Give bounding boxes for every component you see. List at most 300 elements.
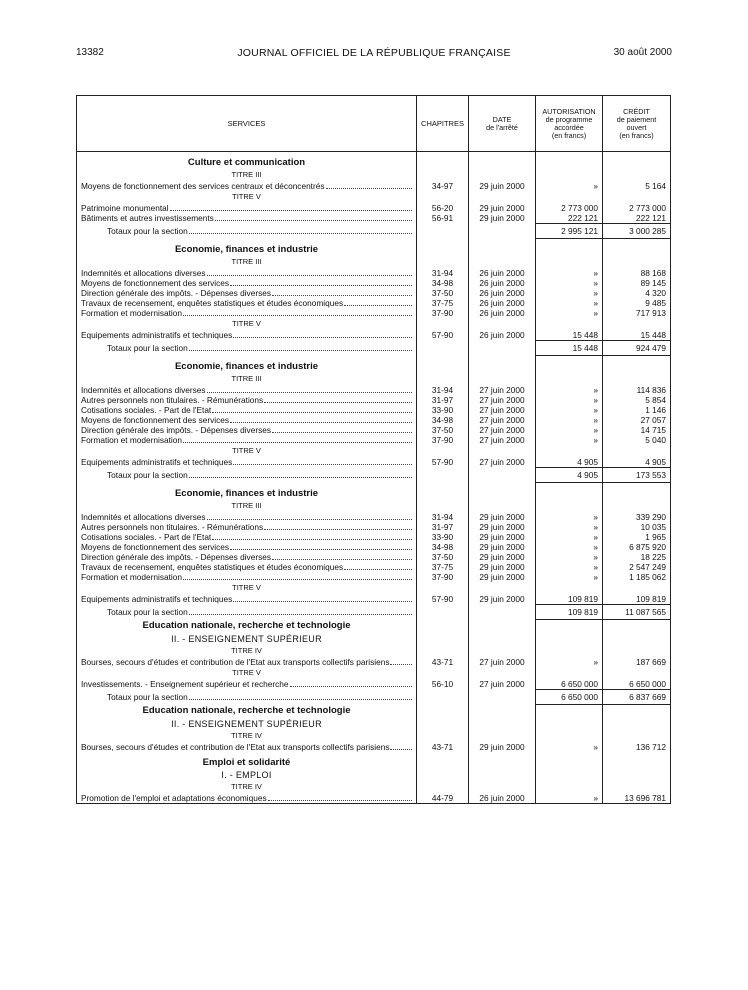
date-cell	[469, 645, 536, 657]
table-row	[77, 415, 671, 425]
chapitre-cell	[417, 224, 469, 239]
total-row	[77, 468, 671, 483]
services-cell	[77, 181, 417, 191]
credit-cell	[603, 445, 671, 457]
credit-cell: 187 669	[603, 657, 671, 667]
dot-leader	[189, 471, 412, 478]
dot-leader	[207, 269, 412, 276]
services-cell	[77, 572, 417, 582]
page-number: 13382	[76, 47, 104, 58]
col-header-date: DATE de l'arrêté	[469, 96, 536, 152]
credit-cell: 10 035	[603, 522, 671, 532]
dot-leader	[326, 182, 412, 189]
date-cell: 27 juin 2000	[469, 679, 536, 690]
services-cell: TITRE V	[77, 191, 417, 203]
table-row	[77, 278, 671, 288]
autorisation-cell	[536, 633, 603, 645]
services-cell	[77, 532, 417, 542]
autorisation-cell: 109 819	[536, 594, 603, 605]
autorisation-cell: »	[536, 657, 603, 667]
table-row	[77, 552, 671, 562]
total-label: Totaux pour la section	[107, 343, 188, 353]
dot-leader	[183, 573, 412, 580]
services-cell	[77, 405, 417, 415]
date-cell	[469, 500, 536, 512]
date-cell: 29 juin 2000	[469, 562, 536, 572]
autorisation-cell: 2 773 000	[536, 203, 603, 213]
date-cell: 26 juin 2000	[469, 298, 536, 308]
credit-cell	[603, 256, 671, 268]
credit-cell: 173 553	[603, 468, 671, 483]
service-label: Formation et modernisation	[81, 435, 182, 445]
date-cell	[469, 781, 536, 793]
services-cell: TITRE III	[77, 373, 417, 385]
date-cell: 27 juin 2000	[469, 457, 536, 468]
titre-row	[77, 318, 671, 330]
services-cell	[77, 385, 417, 395]
section-title-row	[77, 360, 671, 373]
chapitre-cell: 34-97	[417, 181, 469, 191]
chapitre-cell	[417, 605, 469, 620]
date-cell: 29 juin 2000	[469, 213, 536, 224]
chapitre-cell	[417, 620, 469, 634]
services-cell: II. - ENSEIGNEMENT SUPÉRIEUR	[77, 718, 417, 730]
chapitre-cell: 37-50	[417, 288, 469, 298]
service-label: Direction générale des impôts. - Dépenses diverses	[81, 552, 271, 562]
service-label: Travaux de recensement, enquêtes statistiques et études économiques	[81, 562, 344, 572]
date-cell: 26 juin 2000	[469, 268, 536, 278]
table-row	[77, 330, 671, 341]
autorisation-cell: 6 650 000	[536, 679, 603, 690]
chapitre-cell	[417, 487, 469, 500]
dot-leader	[170, 204, 412, 211]
chapitre-cell	[417, 718, 469, 730]
autorisation-cell: »	[536, 405, 603, 415]
service-label: Autres personnels non titulaires. - Rémunérations	[81, 395, 264, 405]
service-label: Travaux de recensement, enquêtes statistiques et études économiques	[81, 298, 344, 308]
services-cell	[77, 435, 417, 445]
credit-cell: 13 696 781	[603, 793, 671, 804]
chapitre-cell	[417, 156, 469, 169]
date-cell	[469, 318, 536, 330]
services-cell	[77, 512, 417, 522]
services-cell	[77, 562, 417, 572]
table-row	[77, 457, 671, 468]
services-cell	[77, 594, 417, 605]
service-label: Equipements administratifs et techniques	[81, 457, 233, 468]
services-cell	[77, 542, 417, 552]
credit-cell	[603, 633, 671, 645]
credit-cell: 6 650 000	[603, 679, 671, 690]
chapitre-cell	[417, 169, 469, 181]
chapitre-cell: 31-94	[417, 268, 469, 278]
date-cell	[469, 156, 536, 169]
table-row	[77, 594, 671, 605]
service-label: Direction générale des impôts. - Dépenses diverses	[81, 288, 271, 298]
service-label: Indemnités et allocations diverses	[81, 268, 206, 278]
service-label: Bourses, secours d'études et contribution de l'Etat aux transports collectifs parisiens	[81, 742, 390, 752]
credit-cell	[603, 500, 671, 512]
dot-leader	[183, 309, 412, 316]
table-row	[77, 532, 671, 542]
section-title-row	[77, 705, 671, 719]
total-label: Totaux pour la section	[107, 226, 188, 236]
table-row	[77, 742, 671, 752]
dot-leader	[272, 553, 412, 560]
services-cell	[77, 308, 417, 318]
service-label: Moyens de fonctionnement des services	[81, 415, 230, 425]
table-row	[77, 395, 671, 405]
chapitre-cell	[417, 500, 469, 512]
service-label: Moyens de fonctionnement des services centraux et déconcentrés	[81, 181, 325, 191]
date-cell: 29 juin 2000	[469, 181, 536, 191]
chapitre-cell: 31-97	[417, 395, 469, 405]
autorisation-cell: »	[536, 552, 603, 562]
service-label: Indemnités et allocations diverses	[81, 512, 206, 522]
col-header-autorisation: AUTORISATION de programme accordée (en francs)	[536, 96, 603, 152]
service-label: Moyens de fonctionnement des services	[81, 542, 230, 552]
col-header-credit: CRÉDIT de paiement ouvert (en francs)	[603, 96, 671, 152]
total-row	[77, 605, 671, 620]
section-title-row	[77, 620, 671, 634]
titre-row	[77, 169, 671, 181]
chapitre-cell	[417, 373, 469, 385]
dot-leader	[264, 523, 412, 530]
autorisation-cell	[536, 256, 603, 268]
titre-row	[77, 256, 671, 268]
credit-cell: 6 837 669	[603, 690, 671, 705]
credit-cell	[603, 191, 671, 203]
credit-cell	[603, 318, 671, 330]
date-cell: 27 juin 2000	[469, 435, 536, 445]
chapitre-cell	[417, 645, 469, 657]
credit-cell	[603, 781, 671, 793]
credit-cell	[603, 169, 671, 181]
credit-cell: 15 448	[603, 330, 671, 341]
total-row	[77, 690, 671, 705]
credit-cell: 11 087 565	[603, 605, 671, 620]
chapitre-cell	[417, 730, 469, 742]
credit-cell: 222 121	[603, 213, 671, 224]
chapitre-cell	[417, 445, 469, 457]
section-title-row	[77, 756, 671, 769]
date-cell: 26 juin 2000	[469, 278, 536, 288]
dot-leader	[207, 386, 412, 393]
service-label: Equipements administratifs et techniques	[81, 594, 233, 605]
credit-cell: 1 965	[603, 532, 671, 542]
service-label: Cotisations sociales. - Part de l'Etat	[81, 532, 212, 542]
service-label: Direction générale des impôts. - Dépenses diverses	[81, 425, 271, 435]
section-subtitle-row	[77, 769, 671, 781]
credit-cell: 1 146	[603, 405, 671, 415]
dot-leader	[272, 289, 412, 296]
table-row	[77, 657, 671, 667]
credit-cell	[603, 645, 671, 657]
service-label: Promotion de l'emploi et adaptations économiques	[81, 793, 267, 803]
titre-row	[77, 730, 671, 742]
chapitre-cell: 34-98	[417, 278, 469, 288]
table-row	[77, 542, 671, 552]
credit-cell	[603, 360, 671, 373]
services-cell: Economie, finances et industrie	[77, 243, 417, 256]
date-cell: 29 juin 2000	[469, 532, 536, 542]
services-cell	[77, 657, 417, 667]
credit-cell	[603, 487, 671, 500]
autorisation-cell: 222 121	[536, 213, 603, 224]
table-header	[77, 96, 671, 152]
credit-cell: 136 712	[603, 742, 671, 752]
dot-leader	[264, 396, 412, 403]
autorisation-cell	[536, 667, 603, 679]
date-cell: 26 juin 2000	[469, 308, 536, 318]
dot-leader	[233, 331, 412, 338]
chapitre-cell: 37-90	[417, 572, 469, 582]
credit-cell	[603, 730, 671, 742]
autorisation-cell: 15 448	[536, 341, 603, 356]
credit-cell: 89 145	[603, 278, 671, 288]
chapitre-cell	[417, 243, 469, 256]
credit-cell: 4 905	[603, 457, 671, 468]
autorisation-cell	[536, 243, 603, 256]
chapitre-cell: 37-90	[417, 435, 469, 445]
table-row	[77, 562, 671, 572]
chapitre-cell: 34-98	[417, 415, 469, 425]
date-cell	[469, 169, 536, 181]
chapitre-cell	[417, 690, 469, 705]
date-cell	[469, 769, 536, 781]
date-cell	[469, 191, 536, 203]
table-row	[77, 793, 671, 804]
date-cell	[469, 633, 536, 645]
dot-leader	[189, 693, 412, 700]
autorisation-cell	[536, 781, 603, 793]
credit-cell: 2 773 000	[603, 203, 671, 213]
chapitre-cell	[417, 769, 469, 781]
table-row	[77, 308, 671, 318]
chapitre-cell: 57-90	[417, 457, 469, 468]
dot-leader	[233, 595, 412, 602]
table-row	[77, 385, 671, 395]
services-cell	[77, 457, 417, 468]
credit-cell	[603, 582, 671, 594]
services-cell	[77, 425, 417, 435]
date-cell	[469, 718, 536, 730]
autorisation-cell: »	[536, 288, 603, 298]
credits-table	[76, 95, 671, 804]
titre-row	[77, 445, 671, 457]
services-cell: Emploi et solidarité	[77, 756, 417, 769]
credit-cell: 5 040	[603, 435, 671, 445]
chapitre-cell: 31-94	[417, 385, 469, 395]
date-cell: 29 juin 2000	[469, 512, 536, 522]
dot-leader	[230, 543, 412, 550]
dot-leader	[290, 680, 412, 687]
credit-cell: 27 057	[603, 415, 671, 425]
section-title-row	[77, 487, 671, 500]
credit-cell: 14 715	[603, 425, 671, 435]
autorisation-cell: »	[536, 435, 603, 445]
chapitre-cell: 43-71	[417, 657, 469, 667]
service-label: Investissements. - Enseignement supérieur et recherche	[81, 679, 289, 690]
services-cell	[77, 742, 417, 752]
autorisation-cell	[536, 718, 603, 730]
chapitre-cell: 43-71	[417, 742, 469, 752]
chapitre-cell: 57-90	[417, 330, 469, 341]
chapitre-cell: 37-90	[417, 308, 469, 318]
services-cell: TITRE V	[77, 318, 417, 330]
dot-leader	[233, 458, 412, 465]
date-cell: 29 juin 2000	[469, 522, 536, 532]
dot-leader	[212, 406, 412, 413]
services-cell: TITRE IV	[77, 730, 417, 742]
chapitre-cell: 33-90	[417, 405, 469, 415]
total-label: Totaux pour la section	[107, 607, 188, 617]
services-cell	[77, 203, 417, 213]
chapitre-cell: 31-97	[417, 522, 469, 532]
autorisation-cell: »	[536, 395, 603, 405]
date-cell	[469, 705, 536, 719]
total-row	[77, 224, 671, 239]
credit-cell: 114 836	[603, 385, 671, 395]
services-cell: TITRE IV	[77, 781, 417, 793]
services-cell	[77, 522, 417, 532]
dot-leader	[189, 344, 412, 351]
date-cell	[469, 243, 536, 256]
services-cell: TITRE III	[77, 169, 417, 181]
autorisation-cell: 15 448	[536, 330, 603, 341]
titre-row	[77, 373, 671, 385]
services-cell: I. - EMPLOI	[77, 769, 417, 781]
chapitre-cell: 37-50	[417, 552, 469, 562]
chapitre-cell: 34-98	[417, 542, 469, 552]
services-cell	[77, 288, 417, 298]
dot-leader	[344, 563, 412, 570]
table-row	[77, 213, 671, 224]
date-cell: 29 juin 2000	[469, 552, 536, 562]
col-header-services: SERVICES	[77, 96, 417, 152]
services-cell	[77, 395, 417, 405]
dot-leader	[215, 214, 412, 221]
credit-cell: 4 320	[603, 288, 671, 298]
services-cell	[77, 679, 417, 690]
service-label: Bourses, secours d'études et contribution de l'Etat aux transports collectifs parisiens	[81, 657, 390, 667]
chapitre-cell: 56-10	[417, 679, 469, 690]
autorisation-cell: »	[536, 308, 603, 318]
services-cell	[77, 213, 417, 224]
date-cell: 27 juin 2000	[469, 415, 536, 425]
chapitre-cell	[417, 318, 469, 330]
services-cell	[77, 415, 417, 425]
chapitre-cell	[417, 191, 469, 203]
services-cell: TITRE V	[77, 582, 417, 594]
table-row	[77, 572, 671, 582]
date-cell: 27 juin 2000	[469, 425, 536, 435]
autorisation-cell: 2 995 121	[536, 224, 603, 239]
service-label: Bâtiments et autres investissements	[81, 213, 214, 224]
date-cell: 26 juin 2000	[469, 288, 536, 298]
section-title-row	[77, 243, 671, 256]
chapitre-cell	[417, 756, 469, 769]
credit-cell	[603, 705, 671, 719]
date-cell	[469, 487, 536, 500]
services-cell: Education nationale, recherche et technologie	[77, 705, 417, 719]
date-cell	[469, 690, 536, 705]
table-row	[77, 522, 671, 532]
table-row	[77, 181, 671, 191]
dot-leader	[268, 794, 412, 801]
chapitre-cell: 56-91	[417, 213, 469, 224]
autorisation-cell: »	[536, 793, 603, 804]
autorisation-cell	[536, 582, 603, 594]
autorisation-cell: »	[536, 298, 603, 308]
services-cell	[77, 690, 417, 705]
date-cell	[469, 620, 536, 634]
service-label: Formation et modernisation	[81, 308, 182, 318]
date-cell: 27 juin 2000	[469, 657, 536, 667]
services-cell	[77, 552, 417, 562]
chapitre-cell	[417, 781, 469, 793]
autorisation-cell	[536, 645, 603, 657]
credit-cell: 109 819	[603, 594, 671, 605]
total-label: Totaux pour la section	[107, 692, 188, 702]
date-cell	[469, 341, 536, 356]
credit-cell: 6 875 920	[603, 542, 671, 552]
date-cell: 27 juin 2000	[469, 385, 536, 395]
services-cell: TITRE III	[77, 256, 417, 268]
dot-leader	[212, 533, 412, 540]
issue-date: 30 août 2000	[613, 47, 672, 58]
date-cell: 29 juin 2000	[469, 203, 536, 213]
chapitre-cell	[417, 341, 469, 356]
credit-cell: 924 479	[603, 341, 671, 356]
autorisation-cell	[536, 487, 603, 500]
autorisation-cell: »	[536, 742, 603, 752]
total-label: Totaux pour la section	[107, 470, 188, 480]
autorisation-cell: »	[536, 512, 603, 522]
date-cell: 29 juin 2000	[469, 542, 536, 552]
credit-cell	[603, 156, 671, 169]
chapitre-cell: 56-20	[417, 203, 469, 213]
date-cell	[469, 360, 536, 373]
service-label: Moyens de fonctionnement des services	[81, 278, 230, 288]
services-cell: Economie, finances et industrie	[77, 360, 417, 373]
date-cell: 26 juin 2000	[469, 330, 536, 341]
autorisation-cell	[536, 360, 603, 373]
date-cell: 26 juin 2000	[469, 793, 536, 804]
titre-row	[77, 500, 671, 512]
autorisation-cell: »	[536, 415, 603, 425]
journal-title: JOURNAL OFFICIEL DE LA RÉPUBLIQUE FRANÇAISE	[237, 47, 511, 59]
credit-cell: 88 168	[603, 268, 671, 278]
dot-leader	[272, 426, 412, 433]
date-cell	[469, 667, 536, 679]
autorisation-cell: 4 905	[536, 468, 603, 483]
table-row	[77, 435, 671, 445]
titre-row	[77, 667, 671, 679]
autorisation-cell: »	[536, 181, 603, 191]
autorisation-cell	[536, 373, 603, 385]
date-cell	[469, 756, 536, 769]
services-cell: II. - ENSEIGNEMENT SUPÉRIEUR	[77, 633, 417, 645]
autorisation-cell: »	[536, 268, 603, 278]
services-cell: TITRE III	[77, 500, 417, 512]
dot-leader	[390, 658, 412, 665]
autorisation-cell: »	[536, 532, 603, 542]
chapitre-cell: 31-94	[417, 512, 469, 522]
table-row	[77, 512, 671, 522]
services-cell	[77, 330, 417, 341]
credit-cell	[603, 667, 671, 679]
